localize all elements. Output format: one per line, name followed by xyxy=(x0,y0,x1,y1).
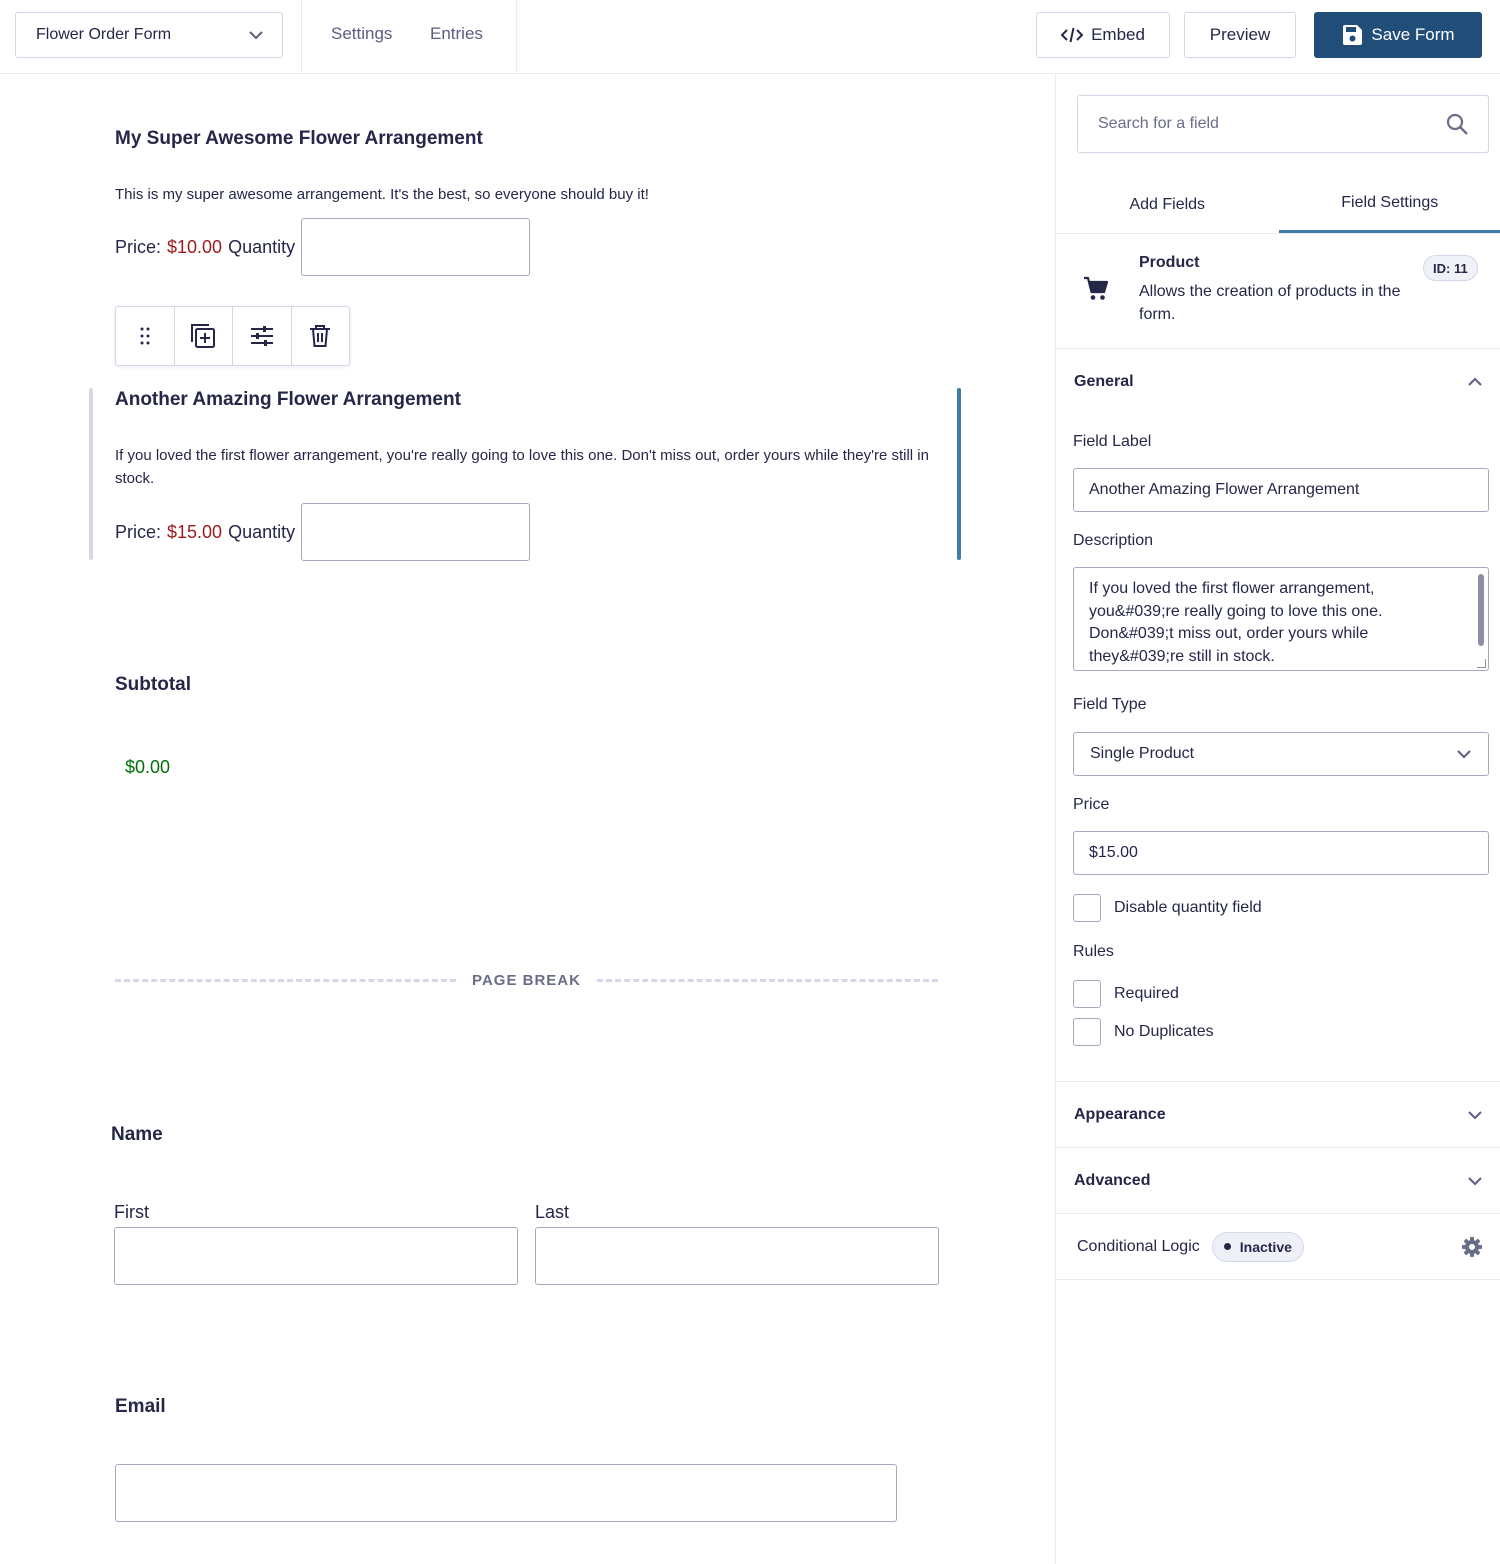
no-duplicates-option[interactable] xyxy=(1073,1018,1214,1046)
field-type-value: Single Product xyxy=(1090,745,1195,762)
description-textarea[interactable] xyxy=(1073,567,1489,671)
advanced-panel-header[interactable] xyxy=(1056,1148,1500,1214)
sliders-icon xyxy=(250,325,274,347)
duplicate-icon xyxy=(189,322,217,350)
email-field-title[interactable]: Email xyxy=(115,1396,166,1417)
no-duplicates-label: No Duplicates xyxy=(1114,1023,1214,1040)
price-input[interactable] xyxy=(1073,831,1489,875)
no-duplicates-checkbox[interactable] xyxy=(1073,1018,1101,1046)
embed-button-label: Embed xyxy=(1091,25,1145,44)
field-label-label: Field Label xyxy=(1073,433,1152,450)
embed-button[interactable] xyxy=(1036,12,1170,58)
chevron-down-icon xyxy=(1456,749,1472,759)
save-icon xyxy=(1341,24,1363,46)
first-name-input[interactable] xyxy=(114,1227,518,1285)
cart-icon xyxy=(1083,276,1109,302)
textarea-scrollbar[interactable] xyxy=(1478,574,1484,646)
page-break-label: PAGE BREAK xyxy=(472,971,581,989)
duplicate-field-button[interactable] xyxy=(175,307,234,365)
conditional-logic-row xyxy=(1056,1214,1500,1280)
appearance-panel-title: Appearance xyxy=(1074,1105,1166,1123)
disable-quantity-option[interactable] xyxy=(1073,894,1262,922)
required-option[interactable] xyxy=(1073,980,1179,1008)
first-name-label: First xyxy=(114,1202,149,1222)
description-label: Description xyxy=(1073,532,1154,549)
resize-handle[interactable] xyxy=(1477,659,1486,668)
sidebar-tabs xyxy=(1056,176,1500,234)
field-id-badge: ID: 11 xyxy=(1423,255,1478,281)
field-settings-button[interactable] xyxy=(233,307,292,365)
required-checkbox[interactable] xyxy=(1073,980,1101,1008)
field-label-input[interactable] xyxy=(1073,468,1489,512)
product-1-price: $10.00 xyxy=(167,236,223,257)
product-2-title[interactable]: Another Amazing Flower Arrangement xyxy=(115,389,461,410)
quantity-label: Quantity xyxy=(228,521,296,542)
field-info-title: Product xyxy=(1139,254,1200,271)
price-label: Price: xyxy=(115,521,162,542)
required-label: Required xyxy=(1114,985,1179,1002)
email-input[interactable] xyxy=(115,1464,897,1522)
code-icon xyxy=(1061,27,1083,43)
appearance-panel-header[interactable] xyxy=(1056,1082,1500,1148)
page-break-line xyxy=(115,979,456,982)
product-1-price-row xyxy=(115,218,530,276)
last-name-input[interactable] xyxy=(535,1227,939,1285)
gear-icon[interactable] xyxy=(1461,1236,1483,1258)
rules-label: Rules xyxy=(1073,943,1114,960)
form-canvas xyxy=(0,74,1055,1564)
chevron-down-icon xyxy=(1467,1110,1483,1120)
save-form-button-label: Save Form xyxy=(1371,25,1455,44)
top-bar xyxy=(0,0,1500,74)
entries-link[interactable]: Entries xyxy=(430,24,483,43)
subtotal-value: $0.00 xyxy=(125,757,171,777)
conditional-logic-label: Conditional Logic xyxy=(1077,1237,1200,1255)
tab-field-settings[interactable]: Field Settings xyxy=(1279,176,1500,233)
quantity-label: Quantity xyxy=(228,236,296,257)
search-icon[interactable] xyxy=(1446,113,1468,135)
disable-quantity-checkbox[interactable] xyxy=(1073,894,1101,922)
disable-quantity-label: Disable quantity field xyxy=(1114,899,1262,916)
description-text: If you loved the first flower arrangement, you&#039;re really going to love this one. Don&#039;t miss out, order yours while they&#039;re still in stock. xyxy=(1089,580,1383,665)
form-switcher-dropdown[interactable] xyxy=(15,12,283,58)
price-label: Price xyxy=(1073,796,1110,813)
product-1-title[interactable]: My Super Awesome Flower Arrangement xyxy=(115,128,483,149)
product-2-price-row xyxy=(115,503,530,561)
form-switcher-label: Flower Order Form xyxy=(36,26,172,43)
field-info-card xyxy=(1056,234,1500,349)
field-sidebar xyxy=(1055,74,1500,1564)
name-field-title[interactable]: Name xyxy=(111,1124,163,1145)
drag-handle-icon xyxy=(139,326,151,346)
product-1-quantity-input[interactable] xyxy=(301,218,530,276)
settings-link[interactable]: Settings xyxy=(331,24,393,43)
status-badge-label: Inactive xyxy=(1239,1238,1292,1255)
chevron-down-icon xyxy=(1467,1176,1483,1186)
preview-button-label: Preview xyxy=(1209,25,1271,44)
field-info-description: Allows the creation of products in the form. xyxy=(1139,283,1401,323)
field-search xyxy=(1077,95,1489,153)
price-label: Price: xyxy=(115,236,162,257)
subtotal-title[interactable]: Subtotal xyxy=(115,674,191,695)
advanced-panel-title: Advanced xyxy=(1074,1171,1151,1189)
search-input[interactable] xyxy=(1098,115,1446,133)
chevron-up-icon xyxy=(1467,377,1483,387)
divider xyxy=(516,0,517,73)
last-name-label: Last xyxy=(535,1202,570,1222)
chevron-down-icon xyxy=(248,30,264,40)
product-2-description: If you loved the first flower arrangement, you're really going to love this one. Don't miss out, order yours while they're still in stock. xyxy=(115,447,929,487)
status-dot xyxy=(1224,1243,1231,1250)
general-panel-header[interactable] xyxy=(1056,349,1500,415)
product-1-description: This is my super awesome arrangement. It's the best, so everyone should buy it! xyxy=(115,186,649,203)
trash-icon xyxy=(309,324,331,348)
general-panel-title: General xyxy=(1074,373,1134,390)
delete-field-button[interactable] xyxy=(292,307,350,365)
field-type-label: Field Type xyxy=(1073,696,1147,713)
selection-indicator xyxy=(89,388,93,560)
divider xyxy=(301,0,302,73)
page-break[interactable] xyxy=(115,968,938,992)
field-type-select[interactable] xyxy=(1073,732,1489,776)
status-badge xyxy=(1212,1232,1304,1262)
product-2-quantity-input[interactable] xyxy=(301,503,530,561)
drag-handle-button[interactable] xyxy=(116,307,175,365)
save-form-button[interactable] xyxy=(1314,12,1482,58)
preview-button[interactable] xyxy=(1184,12,1296,58)
selection-indicator xyxy=(957,388,961,560)
page-break-line xyxy=(597,979,938,982)
product-2-price: $15.00 xyxy=(167,521,223,542)
field-action-toolbar xyxy=(115,306,350,366)
tab-add-fields[interactable]: Add Fields xyxy=(1129,195,1206,213)
